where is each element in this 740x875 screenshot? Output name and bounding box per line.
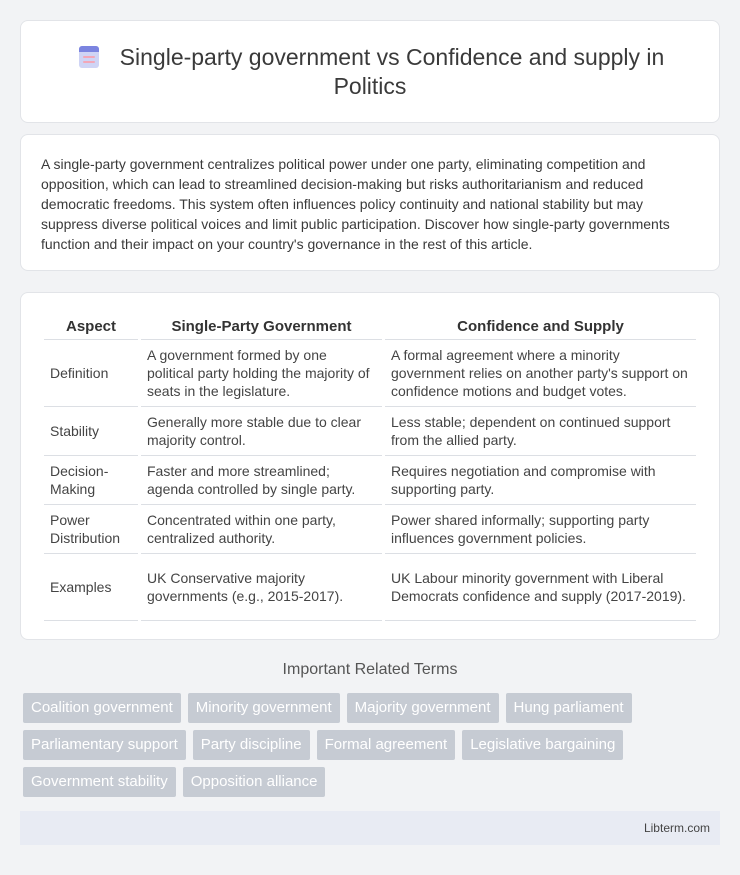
header-aspect: Aspect — [44, 315, 138, 340]
confidence-supply-cell: Power shared informally; supporting party influences government policies. — [385, 505, 696, 554]
single-party-cell: Generally more stable due to clear majority control. — [141, 407, 382, 456]
table-row — [44, 407, 696, 456]
comparison-table — [41, 315, 699, 621]
single-party-cell: UK Conservative majority governments (e.g., 2015-2017). — [141, 554, 382, 621]
confidence-supply-cell: Requires negotiation and compromise with supporting party. — [385, 456, 696, 505]
document-icon — [76, 45, 102, 69]
footer-brand-link[interactable]: Libterm.com — [643, 821, 710, 835]
single-party-cell: Concentrated within one party, centralized authority. — [141, 505, 382, 554]
footer — [20, 811, 720, 845]
aspect-cell: Stability — [44, 407, 138, 456]
header-confidence-supply: Confidence and Supply — [385, 315, 696, 340]
title-card — [20, 20, 720, 123]
table-row — [44, 340, 696, 407]
page-title-block — [61, 43, 679, 101]
table-row — [44, 505, 696, 554]
aspect-cell: Decision-Making — [44, 456, 138, 505]
single-party-cell: A government formed by one political party holding the majority of seats in the legislature. — [141, 340, 382, 407]
related-term-tag[interactable]: Legislative bargaining — [462, 730, 623, 760]
related-term-tag[interactable]: Opposition alliance — [183, 767, 326, 797]
confidence-supply-cell: Less stable; dependent on continued support from the allied party. — [385, 407, 696, 456]
single-party-cell: Faster and more streamlined; agenda controlled by single party. — [141, 456, 382, 505]
related-term-tag[interactable]: Majority government — [347, 693, 499, 723]
comparison-card — [20, 292, 720, 640]
related-term-tag[interactable]: Hung parliament — [506, 693, 632, 723]
intro-paragraph: A single-party government centralizes political power under one party, eliminating competition and opposition, which can lead to streamlined decision-making but risks authoritarianism and reduced democratic freedoms. This system often influences policy continuity and national stability but may suppress diverse political voices and limit public participation. Discover how single-party governments function and their impact on your country's governance in the rest of this article. — [41, 156, 670, 252]
table-row — [44, 554, 696, 621]
related-term-tag[interactable]: Parliamentary support — [23, 730, 186, 760]
table-row — [44, 456, 696, 505]
related-term-tag[interactable]: Formal agreement — [317, 730, 456, 760]
confidence-supply-cell: A formal agreement where a minority government relies on another party's support on confidence motions and budget votes. — [385, 340, 696, 407]
related-term-tag[interactable]: Party discipline — [193, 730, 310, 760]
page-title: Single-party government vs Confidence and supply in Politics — [119, 43, 665, 99]
aspect-cell: Power Distribution — [44, 505, 138, 554]
header-single-party: Single-Party Government — [141, 315, 382, 340]
confidence-supply-cell: UK Labour minority government with Liberal Democrats confidence and supply (2017-2019). — [385, 554, 696, 621]
related-term-tag[interactable]: Minority government — [188, 693, 340, 723]
related-term-tag[interactable]: Government stability — [23, 767, 176, 797]
table-header-row — [44, 315, 696, 340]
related-terms-list — [23, 693, 723, 797]
related-terms-heading: Important Related Terms — [282, 661, 458, 678]
intro-card — [20, 134, 720, 271]
related-term-tag[interactable]: Coalition government — [23, 693, 181, 723]
aspect-cell: Examples — [44, 554, 138, 621]
aspect-cell: Definition — [44, 340, 138, 407]
